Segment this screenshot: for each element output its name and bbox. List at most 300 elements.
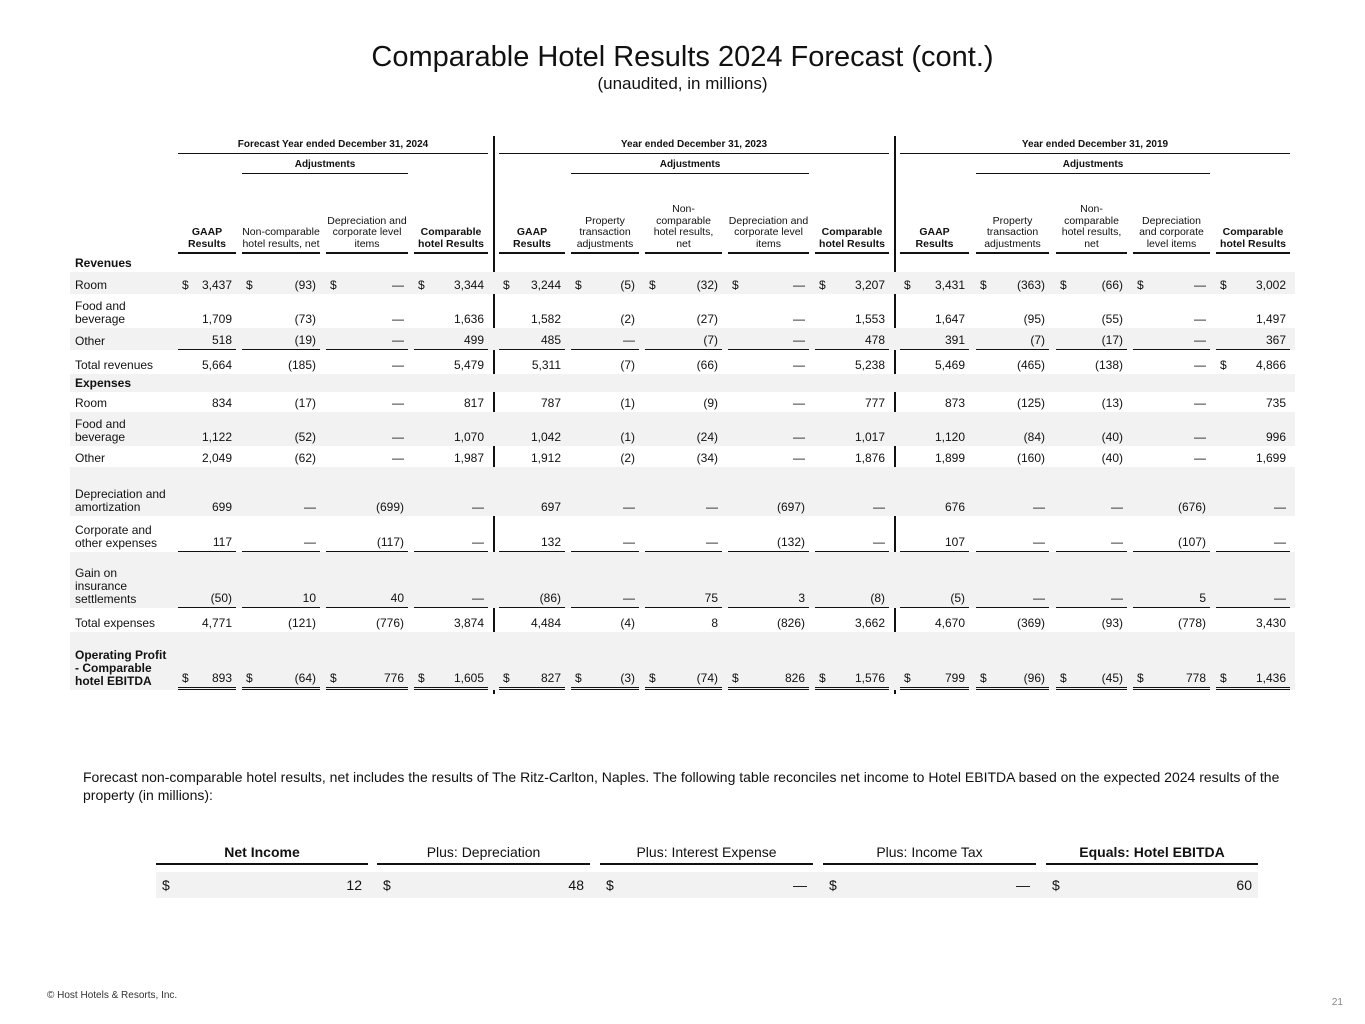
table-cell: [326, 327, 408, 350]
cell-value: 1,709: [201, 312, 232, 326]
cell-value: (9): [703, 396, 718, 410]
table-cell: [1056, 467, 1127, 516]
table-cell: [178, 551, 236, 608]
dollar-sign: $: [330, 671, 337, 685]
cell-value: 117: [212, 535, 232, 549]
table-cell: [815, 272, 889, 294]
cell-value: —: [1194, 358, 1206, 372]
table-cell: [178, 629, 236, 690]
table-cell: [645, 392, 722, 412]
table-cell: [414, 327, 488, 350]
dollar-sign: $: [649, 671, 656, 685]
cell-value: 12: [346, 877, 362, 893]
reconciliation-header: Net Income: [156, 843, 368, 865]
cell-value: 2,049: [201, 451, 232, 465]
cell-value: —: [392, 430, 404, 444]
cell-value: 48: [568, 877, 584, 893]
table-cell: [976, 467, 1049, 516]
table-cell: [499, 272, 565, 294]
table-cell: [414, 350, 488, 374]
cell-value: 787: [540, 396, 561, 410]
cell-value: —: [1033, 535, 1045, 549]
row-label: Food and beverage: [75, 299, 126, 326]
table-cell: [242, 446, 320, 467]
table-cell: [326, 350, 408, 374]
column-header: [976, 186, 1049, 254]
table-cell: [571, 327, 639, 350]
cell-value: —: [1033, 591, 1045, 605]
table-row: [70, 552, 1295, 608]
row-label: Revenues: [75, 256, 132, 270]
cell-value: —: [793, 430, 805, 444]
cell-value: (66): [696, 358, 718, 372]
table-cell: [815, 294, 889, 328]
table-cell: [645, 515, 722, 552]
table-cell: [414, 412, 488, 446]
table-cell: [976, 392, 1049, 412]
cell-value: (2): [620, 451, 635, 465]
table-cell: [976, 412, 1049, 446]
cell-value: —: [1274, 535, 1286, 549]
table-cell: [326, 551, 408, 608]
table-cell: [815, 515, 889, 552]
cell-value: —: [873, 500, 885, 514]
table-cell: [815, 446, 889, 467]
cell-value: 5: [1199, 591, 1206, 605]
cell-value: (676): [1177, 500, 1206, 514]
table-cell: [499, 392, 565, 412]
cell-value: —: [623, 500, 635, 514]
table-cell: [728, 629, 809, 690]
cell-value: (5): [620, 278, 635, 292]
table-cell: [728, 327, 809, 350]
table-cell: [178, 294, 236, 328]
page-title: Comparable Hotel Results 2024 Forecast (cont.): [371, 41, 994, 73]
cell-value: (27): [696, 312, 718, 326]
table-cell: [499, 350, 565, 374]
cell-value: (8): [870, 591, 885, 605]
period-header: Forecast Year ended December 31, 2024: [178, 138, 488, 154]
cell-value: 676: [944, 500, 965, 514]
dollar-sign: $: [575, 278, 582, 292]
table-cell: [242, 294, 320, 328]
table-cell: [645, 327, 722, 350]
cell-value: (1): [620, 396, 635, 410]
table-row: [70, 350, 1295, 374]
period-header: Year ended December 31, 2019: [900, 138, 1290, 154]
table-cell: [1056, 272, 1127, 294]
table-cell: [571, 272, 639, 294]
adjustments-header: Adjustments: [571, 158, 809, 174]
table-cell: [1216, 350, 1290, 374]
cell-value: (7): [620, 358, 635, 372]
dollar-sign: $: [330, 278, 337, 292]
table-cell: [815, 467, 889, 516]
column-header: [571, 186, 639, 254]
cell-value: (96): [1023, 671, 1045, 685]
column-header-label: Depreciation and corporate level items: [728, 214, 809, 250]
cell-value: 478: [864, 333, 885, 347]
adjustments-header: Adjustments: [976, 158, 1210, 174]
column-header-label: GAAP Results: [513, 226, 551, 250]
table-cell: [414, 446, 488, 467]
cell-value: 1,699: [1255, 451, 1286, 465]
column-header: [645, 186, 722, 254]
table-cell: [728, 272, 809, 294]
reconciliation-cell: [156, 872, 368, 898]
table-cell: [499, 629, 565, 690]
table-cell: [645, 467, 722, 516]
cell-value: 4,866: [1255, 358, 1286, 372]
table-cell: [1056, 412, 1127, 446]
table-cell: [728, 392, 809, 412]
cell-value: —: [1194, 451, 1206, 465]
cell-value: 40: [390, 591, 404, 605]
table-cell: [414, 629, 488, 690]
table-cell: [414, 515, 488, 552]
table-cell: [242, 412, 320, 446]
cell-value: 5,238: [854, 358, 885, 372]
table-cell: [976, 327, 1049, 350]
table-row: [70, 516, 1295, 552]
table-cell: [900, 272, 969, 294]
table-cell: [728, 515, 809, 552]
cell-value: —: [392, 358, 404, 372]
page-number: 21: [1331, 997, 1343, 1008]
table-cell: [900, 446, 969, 467]
cell-value: (160): [1016, 451, 1045, 465]
table-cell: [645, 294, 722, 328]
cell-value: —: [1194, 278, 1206, 292]
row-label: Food and beverage: [75, 417, 126, 444]
dollar-sign: $: [1052, 877, 1060, 893]
table-cell: [976, 350, 1049, 374]
cell-value: (4): [620, 616, 635, 630]
cell-value: 873: [944, 396, 965, 410]
cell-value: 391: [944, 333, 965, 347]
cell-value: (55): [1101, 312, 1123, 326]
cell-value: —: [304, 535, 316, 549]
table-cell: [728, 294, 809, 328]
cell-value: 996: [1265, 430, 1286, 444]
dollar-sign: $: [1220, 278, 1227, 292]
cell-value: 1,070: [453, 430, 484, 444]
table-cell: [900, 515, 969, 552]
cell-value: —: [706, 500, 718, 514]
dollar-sign: $: [1060, 278, 1067, 292]
table-cell: [900, 327, 969, 350]
dollar-sign: $: [819, 671, 826, 685]
table-cell: [815, 327, 889, 350]
cell-value: (93): [1101, 616, 1123, 630]
cell-value: —: [706, 535, 718, 549]
cell-value: (125): [1016, 396, 1045, 410]
dollar-sign: $: [418, 278, 425, 292]
table-cell: [242, 272, 320, 294]
cell-value: 132: [540, 535, 561, 549]
table-cell: [976, 294, 1049, 328]
table-cell: [645, 446, 722, 467]
table-cell: [1056, 446, 1127, 467]
table-cell: [242, 327, 320, 350]
cell-value: (7): [1030, 333, 1045, 347]
column-header: [900, 186, 969, 254]
dollar-sign: $: [649, 278, 656, 292]
cell-value: 5,664: [201, 358, 232, 372]
reconciliation-cell: [1046, 872, 1258, 898]
column-header: [728, 186, 809, 254]
table-cell: [728, 467, 809, 516]
table-cell: [900, 392, 969, 412]
row-label: Depreciation and amortization: [75, 487, 166, 514]
cell-value: 1,636: [453, 312, 484, 326]
cell-value: 777: [864, 396, 885, 410]
table-cell: [326, 272, 408, 294]
table-cell: [976, 551, 1049, 608]
table-cell: [499, 294, 565, 328]
table-cell: [645, 272, 722, 294]
cell-value: (62): [294, 451, 316, 465]
row-label: Room: [75, 278, 108, 292]
cell-value: (132): [776, 535, 805, 549]
cell-value: (52): [294, 430, 316, 444]
table-cell: [645, 551, 722, 608]
table-cell: [1216, 446, 1290, 467]
table-cell: [499, 467, 565, 516]
cell-value: 107: [944, 535, 965, 549]
cell-value: 1,647: [934, 312, 965, 326]
reconciliation-cell: [377, 872, 590, 898]
reconciliation-header: Plus: Interest Expense: [600, 843, 813, 865]
cell-value: 778: [1185, 671, 1206, 685]
row-label: Expenses: [75, 376, 132, 390]
table-cell: [815, 412, 889, 446]
table-cell: [1216, 412, 1290, 446]
row-label: Corporate and other expenses: [75, 523, 158, 550]
table-cell: [571, 392, 639, 412]
column-header-label: GAAP Results: [188, 226, 226, 250]
row-label: Other: [75, 451, 106, 465]
cell-value: —: [793, 358, 805, 372]
cell-value: —: [793, 877, 807, 893]
dollar-sign: $: [246, 278, 253, 292]
column-header: [326, 186, 408, 254]
cell-value: 1,987: [453, 451, 484, 465]
table-cell: [326, 629, 408, 690]
column-header: [815, 186, 889, 254]
dollar-sign: $: [182, 671, 189, 685]
cell-value: 4,670: [934, 616, 965, 630]
table-cell: [1216, 467, 1290, 516]
cell-value: 697: [540, 500, 561, 514]
table-row: [70, 632, 1295, 690]
reconciliation-header: Plus: Depreciation: [377, 843, 590, 865]
table-cell: [1133, 327, 1210, 350]
table-cell: [1133, 551, 1210, 608]
table-cell: [178, 327, 236, 350]
cell-value: (32): [696, 278, 718, 292]
column-header-label: Non-comparable hotel results, net: [242, 226, 320, 250]
cell-value: (363): [1016, 278, 1045, 292]
cell-value: 499: [463, 333, 484, 347]
cell-value: —: [1033, 500, 1045, 514]
cell-value: 367: [1265, 333, 1286, 347]
cell-value: (185): [287, 358, 316, 372]
cell-value: (778): [1177, 616, 1206, 630]
table-cell: [178, 392, 236, 412]
cell-value: —: [623, 333, 635, 347]
cell-value: 10: [302, 591, 316, 605]
table-cell: [571, 294, 639, 328]
column-header-label: Comparable hotel Results: [1220, 226, 1286, 250]
dollar-sign: $: [182, 278, 189, 292]
reconciliation-cell: [600, 872, 813, 898]
table-cell: [414, 272, 488, 294]
table-cell: [1216, 272, 1290, 294]
cell-value: 3,431: [934, 278, 965, 292]
table-cell: [976, 272, 1049, 294]
cell-value: (40): [1101, 451, 1123, 465]
column-header-label: GAAP Results: [915, 226, 954, 250]
table-cell: [242, 629, 320, 690]
cell-value: (465): [1016, 358, 1045, 372]
table-row: [70, 467, 1295, 516]
cell-value: 75: [704, 591, 718, 605]
table-cell: [1056, 327, 1127, 350]
column-header: [1056, 186, 1127, 254]
table-cell: [1216, 294, 1290, 328]
cell-value: 8: [711, 616, 718, 630]
cell-value: —: [1016, 877, 1030, 893]
table-cell: [1133, 412, 1210, 446]
dollar-sign: $: [732, 671, 739, 685]
dollar-sign: $: [1220, 671, 1227, 685]
table-cell: [815, 350, 889, 374]
table-cell: [900, 629, 969, 690]
table-cell: [645, 629, 722, 690]
table-cell: [728, 350, 809, 374]
table-row: [70, 294, 1295, 328]
column-header-label: Comparable hotel Results: [418, 226, 484, 250]
cell-value: —: [1111, 535, 1123, 549]
footnote-text: Forecast non-comparable hotel results, net includes the results of The Ritz-Carlton, Naples. The following table reconciles net income to Hotel EBITDA based on the expected 2024 results of the property (in millions):: [83, 769, 1280, 803]
table-cell: [499, 515, 565, 552]
cell-value: 3,002: [1255, 278, 1286, 292]
cell-value: 1,017: [854, 430, 885, 444]
table-cell: [571, 412, 639, 446]
table-cell: [414, 392, 488, 412]
cell-value: —: [1194, 333, 1206, 347]
table-cell: [1216, 515, 1290, 552]
table-cell: [900, 412, 969, 446]
cell-value: (121): [287, 616, 316, 630]
cell-value: (93): [294, 278, 316, 292]
table-cell: [178, 412, 236, 446]
table-cell: [242, 392, 320, 412]
table-cell: [326, 446, 408, 467]
dollar-sign: $: [904, 671, 911, 685]
table-cell: [1216, 629, 1290, 690]
row-label: Total expenses: [75, 616, 156, 630]
table-cell: [414, 551, 488, 608]
cell-value: 827: [540, 671, 561, 685]
cell-value: (50): [210, 591, 232, 605]
table-cell: [645, 350, 722, 374]
cell-value: —: [793, 312, 805, 326]
reconciliation-cell: [823, 872, 1036, 898]
cell-value: —: [793, 451, 805, 465]
table-cell: [1216, 327, 1290, 350]
cell-value: —: [392, 278, 404, 292]
dollar-sign: $: [1220, 358, 1227, 372]
column-header: [1216, 186, 1290, 254]
cell-value: 3: [798, 591, 805, 605]
cell-value: 826: [784, 671, 805, 685]
cell-value: 735: [1265, 396, 1286, 410]
cell-value: 893: [211, 671, 232, 685]
table-cell: [1056, 350, 1127, 374]
table-cell: [1056, 294, 1127, 328]
cell-value: —: [1274, 591, 1286, 605]
cell-value: (34): [696, 451, 718, 465]
cell-value: —: [873, 535, 885, 549]
cell-value: 817: [463, 396, 484, 410]
table-cell: [900, 294, 969, 328]
cell-value: 834: [211, 396, 232, 410]
cell-value: —: [1111, 500, 1123, 514]
cell-value: 5,469: [934, 358, 965, 372]
table-cell: [242, 515, 320, 552]
cell-value: (369): [1016, 616, 1045, 630]
table-cell: [499, 551, 565, 608]
cell-value: (73): [294, 312, 316, 326]
column-header: [414, 186, 488, 254]
table-cell: [499, 446, 565, 467]
cell-value: (84): [1023, 430, 1045, 444]
cell-value: 1,497: [1255, 312, 1286, 326]
dollar-sign: $: [1137, 671, 1144, 685]
cell-value: 3,437: [201, 278, 232, 292]
cell-value: 3,430: [1255, 616, 1286, 630]
cell-value: (24): [696, 430, 718, 444]
cell-value: 1,042: [530, 430, 561, 444]
table-cell: [728, 412, 809, 446]
table-cell: [499, 327, 565, 350]
row-label: Gain on insurance settlements: [75, 566, 137, 606]
table-cell: [414, 467, 488, 516]
table-cell: [178, 350, 236, 374]
cell-value: —: [623, 591, 635, 605]
table-cell: [815, 551, 889, 608]
table-cell: [1056, 515, 1127, 552]
cell-value: 5,311: [531, 358, 561, 372]
table-row: [70, 272, 1295, 294]
cell-value: 1,899: [934, 451, 965, 465]
table-cell: [1216, 392, 1290, 412]
table-cell: [571, 629, 639, 690]
column-header-label: Non-comparable hotel results, net: [1061, 203, 1122, 250]
cell-value: —: [392, 451, 404, 465]
dollar-sign: $: [162, 877, 170, 893]
table-cell: [728, 551, 809, 608]
cell-value: —: [1274, 500, 1286, 514]
table-cell: [326, 467, 408, 516]
table-row: [70, 446, 1295, 467]
table-row: [70, 392, 1295, 412]
cell-value: 1,553: [854, 312, 885, 326]
cell-value: —: [392, 312, 404, 326]
cell-value: (64): [294, 671, 316, 685]
